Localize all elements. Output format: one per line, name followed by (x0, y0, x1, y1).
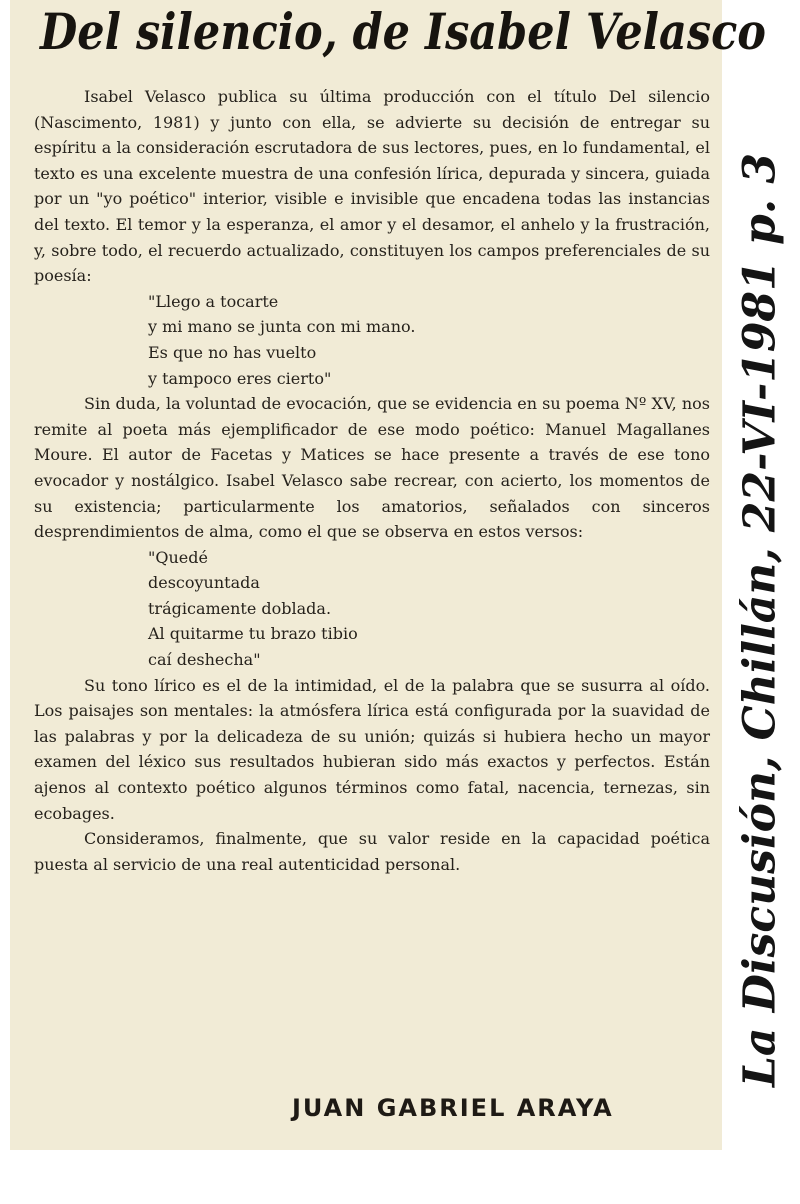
verse-line: y tampoco eres cierto" (148, 368, 332, 388)
verse-line: descoyuntada (148, 573, 260, 593)
article-body (34, 84, 710, 877)
verse-line: trágicamente doblada. (148, 598, 332, 618)
paragraph-2: Sin duda, la voluntad de evocación, que se evidencia en su poema Nº XV, nos remite al poeta más ejemplificador de ese modo poético: Manuel Magallanes Moure. El autor de Facetas y Matices se hace presente a través de ese tono evocador y nostálgico. Isabel Velasco sabe recrear, con acierto, los momentos de su existencia; particularmente los amatorios, señalados con sinceros desprendimientos de alma, como el que se observa en estos versos: (34, 394, 710, 542)
handwritten-note-text: La Discusión, Chillán, 22-VI-1981 p. 3 (734, 152, 786, 1088)
paragraph-1: Isabel Velasco publica su última producción con el título Del silencio (Nascimento, 1981) y junto con ella, se advierte su decisión de entregar su espíritu a la consideración escrutadora de sus lectores, pues, en lo fundamental, el texto es una excelente muestra de una confesión lírica, depurada y sincera, guiada por un "yo poético" interior, visible e invisible que encadena todas las instancias del texto. El temor y la esperanza, el amor y el desamor, el anhelo y la frustración, y, sobre todo, el recuerdo actualizado, constituyen los campos preferenciales de su poesía: (34, 87, 710, 286)
verse-block-1 (34, 289, 710, 391)
paragraph-4: Consideramos, finalmente, que su valor reside en la capacidad poética puesta al servicio de una real autenticidad personal. (34, 829, 710, 874)
verse-line: caí deshecha" (148, 650, 261, 670)
verse-line: "Quedé (148, 547, 208, 567)
verse-line: Al quitarme tu brazo tibio (148, 624, 358, 644)
article-title: Del silencio, de Isabel Velasco (40, 2, 766, 61)
verse-block-2 (34, 545, 710, 673)
verse-line: y mi mano se junta con mi mano. (148, 317, 416, 337)
author-signature: JUAN GABRIEL ARAYA (292, 1094, 614, 1122)
verse-line: Es que no has vuelto (148, 342, 317, 362)
verse-line: "Llego a tocarte (148, 291, 279, 311)
paragraph-3: Su tono lírico es el de la intimidad, el de la palabra que se susurra al oído. Los paisajes son mentales: la atmósfera lírica está configurada por la suavidad de las palabras y por la delicadeza de su unión; quizás si hubiera hecho un mayor examen del léxico sus resultados hubieran sido más exactos y perfectos. Están ajenos al contexto poético algunos términos como fatal, nacencia, ternezas, sin ecobages. (34, 675, 710, 823)
